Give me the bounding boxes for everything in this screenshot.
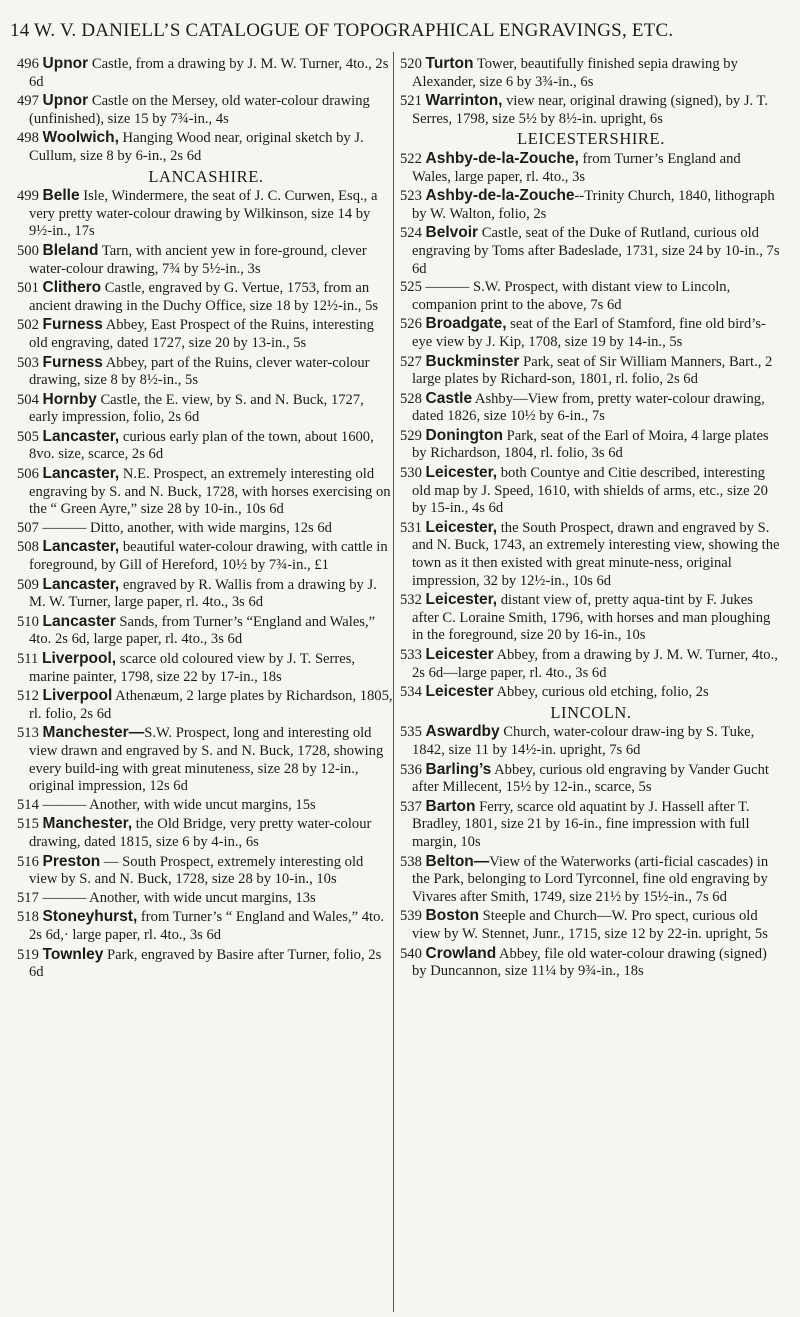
lot-number: 515 <box>17 816 39 833</box>
place-name: Leicester, <box>425 591 498 609</box>
place-name: Warrinton, <box>425 92 503 110</box>
place-name: Leicester, <box>425 518 498 536</box>
catalogue-entry <box>17 724 395 795</box>
place-name: Castle <box>425 389 473 407</box>
entry-description: Park, seat of the Earl of Moira, 4 large plates by Richardson, 1804, rl. folio, 3s 6d <box>412 427 769 462</box>
catalogue-entry <box>17 428 395 464</box>
place-name: Donington <box>425 426 504 444</box>
entry-description: from Turner’s England and Wales, large paper, rl. 4to., 3s <box>412 150 741 185</box>
lot-number: 520 <box>400 56 422 72</box>
entry-description: both Countye and Citie described, interesting old map by J. Speed, 1610, with shields of arms, etc., size 20 by 15-in., 4s 6d <box>412 465 768 517</box>
entry-description: Tower, beautifully finished sepia drawing by Alexander, size 6 by 3¾-in., 6s <box>412 56 738 90</box>
lot-number: 528 <box>400 390 422 407</box>
lot-number: 534 <box>400 684 422 701</box>
entry-description: engraved by R. Wallis from a drawing by J. M. W. Turner, large paper, rl. 4to., 3s 6d <box>29 576 377 611</box>
place-name: Manchester— <box>42 724 145 742</box>
lot-number: 518 <box>17 909 39 926</box>
lot-number: 509 <box>17 576 39 593</box>
lot-number: 524 <box>400 225 422 242</box>
catalogue-entry <box>400 761 782 797</box>
entry-description: the South Prospect, drawn and engraved by S. and N. Buck, 1743, an extremely interesting view, showing the town as it then existed with great minute-ness, original impression, 32 by 12½-in., 10s 6d <box>412 519 780 589</box>
place-name: Belle <box>42 187 80 205</box>
place-name: Belvoir <box>425 224 479 242</box>
catalogue-entry <box>400 150 782 186</box>
place-name: Lancaster, <box>42 575 120 593</box>
entry-description: S.W. Prospect, long and interesting old view drawn and engraved by S. and N. Buck, 1728, showing every build-ing with great minuteness, size 28 by 12-in., original impression, 12s 6d <box>29 725 384 795</box>
catalogue-entry <box>400 279 782 314</box>
lot-number: 531 <box>400 519 422 536</box>
place-name: Clithero <box>42 279 102 297</box>
lot-number: 503 <box>17 354 39 371</box>
lot-number: 536 <box>400 761 422 778</box>
place-name: Leicester <box>425 683 494 701</box>
place-name: Manchester, <box>42 815 133 833</box>
catalogue-entry <box>17 853 395 889</box>
entry-description: ——— Ditto, another, with wide margins, 12s 6d <box>42 519 332 536</box>
page-header: 14 W. V. DANIELL’S CATALOGUE OF TOPOGRAPHICAL ENGRAVINGS, ETC. <box>10 20 674 41</box>
catalogue-entry <box>400 353 782 389</box>
catalogue-entry <box>400 315 782 351</box>
lot-number: 497 <box>17 93 39 110</box>
lot-number: 535 <box>400 724 422 741</box>
catalogue-entry <box>17 613 395 649</box>
lot-number: 525 <box>400 279 422 296</box>
section-heading: LEICESTERSHIRE. <box>517 129 665 149</box>
place-name: Liverpool, <box>42 650 117 667</box>
lot-number: 519 <box>17 946 39 963</box>
place-name: Furness <box>42 353 103 371</box>
place-name: Barton <box>425 797 476 815</box>
catalogue-entry <box>17 890 395 908</box>
right-column <box>400 55 782 982</box>
catalogue-entry <box>17 576 395 612</box>
lot-number: 496 <box>17 56 39 72</box>
entry-description: the Old Bridge, very pretty water-colour drawing, dated 1815, size 6 by 4-in., 6s <box>29 816 372 850</box>
place-name: Leicester, <box>425 464 498 482</box>
catalogue-entry <box>400 945 782 981</box>
entry-description: Ashby—View from, pretty water-colour drawing, dated 1826, size 10½ by 6-in., 7s <box>412 390 765 425</box>
entry-description: Church, water-colour draw-ing by S. Tuke, 1842, size 11 by 14½-in. upright, 7s 6d <box>412 724 755 758</box>
lot-number: 508 <box>17 539 39 556</box>
entry-description: Sands, from Turner’s “England and Wales,” 4to. 2s 6d, large paper, rl. 4to., 3s 6d <box>29 613 376 648</box>
catalogue-entry <box>400 853 782 907</box>
place-name: Lancaster, <box>42 465 120 483</box>
place-name: Hornby <box>42 390 97 408</box>
entry-description: ——— Another, with wide uncut margins, 13s <box>42 889 316 906</box>
catalogue-entry <box>400 723 782 759</box>
catalogue-entry <box>17 242 395 278</box>
place-name: Buckminster <box>425 352 520 370</box>
entry-description: seat of the Earl of Stamford, fine old bird’s-eye view by J. Kip, 1708, size 19 by 14-in., 5s <box>412 316 766 350</box>
lot-number: 517 <box>17 889 39 906</box>
catalogue-entry <box>400 224 782 278</box>
place-name: Ashby-de-la-Zouche, <box>425 149 579 167</box>
lot-number: 506 <box>17 466 39 483</box>
left-column <box>17 55 395 983</box>
lot-number: 513 <box>17 725 39 742</box>
entry-description: ——— S.W. Prospect, with distant view to Lincoln, companion print to the above, 7s 6d <box>412 279 731 313</box>
catalogue-entry <box>400 92 782 128</box>
entry-description: N.E. Prospect, an extremely interesting old engraving by S. and N. Buck, 1728, with horses exercising on the “ Green Ayre,” size 28 by 10-in., 10s 6d <box>29 466 391 518</box>
place-name: Upnor <box>42 55 89 72</box>
catalogue-entry <box>400 907 782 943</box>
catalogue-entry <box>400 683 782 702</box>
section-heading: LINCOLN. <box>550 702 632 722</box>
place-name: Aswardby <box>425 723 500 741</box>
entry-description: from Turner’s “ England and Wales,” 4to. 2s 6d,· large paper, rl. 4to., 3s 6d <box>29 909 385 943</box>
entry-description: Castle, the E. view, by S. and N. Buck, 1727, early impression, folio, 2s 6d <box>29 391 364 426</box>
lot-number: 527 <box>400 353 422 370</box>
lot-number: 498 <box>17 130 39 147</box>
lot-number: 501 <box>17 280 39 297</box>
entry-description: View of the Waterworks (arti-ficial cascades) in the Park, belonging to Lord Tyrconnel, fine old engraving by Vivares after Smith, 1749, size 21½ by 15½-in., 7s 6d <box>412 853 769 905</box>
lot-number: 522 <box>400 150 422 167</box>
entry-description: Castle, from a drawing by J. M. W. Turner, 4to., 2s 6d <box>29 56 389 90</box>
place-name: Upnor <box>42 92 89 110</box>
place-name: Liverpool <box>42 687 113 705</box>
catalogue-entry <box>400 519 782 590</box>
place-name: Townley <box>42 945 104 963</box>
catalogue-entry <box>17 465 395 519</box>
place-name: Preston <box>42 852 101 870</box>
catalogue-entry <box>17 129 395 165</box>
entry-description: Castle, seat of the Duke of Rutland, curious old engraving by Toms after Badeslade, 1731, size 24 by 10-in., 7s 6d <box>412 225 780 277</box>
catalogue-entry <box>17 908 395 944</box>
place-name: Boston <box>425 907 479 925</box>
entry-description: Castle on the Mersey, old water-colour drawing (unfinished), size 15 by 7¾-in., 4s <box>29 93 370 127</box>
entry-description: --Trinity Church, 1840, lithograph by W. Walton, folio, 2s <box>412 188 775 222</box>
catalogue-entry <box>17 538 395 574</box>
entry-description: Isle, Windermere, the seat of J. C. Curwen, Esq., a very pretty water-colour drawing by Wilkinson, size 14 by 9½-in., 17s <box>29 188 378 240</box>
catalogue-entry <box>17 354 395 390</box>
lot-number: 540 <box>400 945 422 962</box>
entry-description: scarce old coloured view by J. T. Serres, marine painter, 1798, size 22 by 17-in., 18s <box>29 651 356 685</box>
place-name: Lancaster, <box>42 427 120 445</box>
entry-description: curious early plan of the town, about 1600, 8vo. size, scarce, 2s 6d <box>29 428 374 463</box>
entry-description: ——— Another, with wide uncut margins, 15s <box>42 796 316 813</box>
lot-number: 516 <box>17 853 39 870</box>
lot-number: 521 <box>400 93 422 110</box>
catalogue-entry <box>17 650 395 686</box>
lot-number: 507 <box>17 519 39 536</box>
entry-description: Abbey, from a drawing by J. M. W. Turner, 4to., 2s 6d—large paper, rl. 4to., 3s 6d <box>412 647 778 681</box>
catalogue-entry <box>400 464 782 518</box>
entry-description: Park, seat of Sir William Manners, Bart., 2 large plates by Richard-son, 1801, rl. folio, 2s 6d <box>412 353 773 388</box>
entry-description: Abbey, curious old engraving by Vander Gucht after Millecent, 15½ by 12-in., scarce, 5s <box>412 761 769 796</box>
lot-number: 505 <box>17 428 39 445</box>
lot-number: 500 <box>17 242 39 259</box>
catalogue-entry <box>17 797 395 815</box>
place-name: Bleland <box>42 241 99 259</box>
place-name: Furness <box>42 316 103 334</box>
entry-description: Steeple and Church—W. Pro spect, curious old view by W. Stennet, Junr., 1715, size 12 by 22-in. upright, 5s <box>412 908 768 942</box>
entry-description: Abbey, part of the Ruins, clever water-colour drawing, size 8 by 8½-in., 5s <box>29 354 370 389</box>
entry-description: Abbey, East Prospect of the Ruins, interesting old engraving, dated 1727, size 20 by 13-in., 5s <box>29 317 374 351</box>
lot-number: 537 <box>400 798 422 815</box>
lot-number: 511 <box>17 651 39 667</box>
catalogue-entry <box>17 391 395 427</box>
lot-number: 530 <box>400 465 422 482</box>
entry-description: view near, original drawing (signed), by J. T. Serres, 1798, size 5½ by 8½-in. upright, 6s <box>412 93 769 127</box>
catalogue-entry <box>17 520 395 538</box>
catalogue-entry <box>400 646 782 682</box>
entry-description: Abbey, curious old etching, folio, 2s <box>493 684 709 701</box>
section-heading: LANCASHIRE. <box>148 166 264 186</box>
lot-number: 510 <box>17 613 39 630</box>
catalogue-entry <box>400 427 782 463</box>
lot-number: 512 <box>17 688 39 705</box>
place-name: Stoneyhurst, <box>42 908 138 926</box>
lot-number: 538 <box>400 853 422 870</box>
entry-description: Athenæum, 2 large plates by Richardson, 1805, rl. folio, 2s 6d <box>29 688 393 722</box>
place-name: Lancaster, <box>42 538 120 556</box>
place-name: Woolwich, <box>42 129 119 147</box>
catalogue-entry <box>400 798 782 852</box>
entry-description: beautiful water-colour drawing, with cattle in foreground, by Gill of Hereford, 10½ by 7¾-in., £1 <box>29 539 388 574</box>
entry-description: Castle, engraved by G. Vertue, 1753, from an ancient drawing in the Duchy Office, size 18 by 12½-in., 5s <box>29 280 379 314</box>
lot-number: 499 <box>17 188 39 205</box>
catalogue-entry <box>17 316 395 352</box>
lot-number: 514 <box>17 796 39 813</box>
catalogue-entry <box>17 687 395 723</box>
place-name: Belton— <box>425 852 490 870</box>
entry-description: Abbey, file old water-colour drawing (signed) by Duncannon, size 11¼ by 9¾-in., 18s <box>412 945 767 980</box>
catalogue-entry <box>400 55 782 91</box>
catalogue-entry <box>400 591 782 645</box>
place-name: Barling’s <box>425 760 492 778</box>
entry-description: distant view of, pretty aqua-tint by F. Jukes after C. Loraine Smith, 1796, with horses and man ploughing in the foreground, size 20 by 16-in., 10s <box>412 592 771 644</box>
place-name: Lancaster <box>42 612 116 630</box>
lot-number: 504 <box>17 391 39 408</box>
place-name: Crowland <box>425 944 497 962</box>
catalogue-entry <box>17 279 395 315</box>
lot-number: 526 <box>400 316 422 333</box>
lot-number: 532 <box>400 592 422 609</box>
lot-number: 529 <box>400 427 422 444</box>
catalogue-entry <box>17 815 395 851</box>
catalogue-entry <box>400 390 782 426</box>
catalogue-entry <box>17 946 395 982</box>
catalogue-entry <box>17 92 395 128</box>
lot-number: 539 <box>400 908 422 925</box>
place-name: Leicester <box>425 646 494 663</box>
place-name: Turton <box>425 55 474 72</box>
entry-description: — South Prospect, extremely interesting old view by S. and N. Buck, 1728, size 28 by 10-in., 10s <box>29 853 364 888</box>
catalogue-entry <box>400 187 782 223</box>
entry-description: Ferry, scarce old aquatint by J. Hassell after T. Bradley, 1801, size 21 by 16-in., fine impression with full margin, 10s <box>412 798 750 850</box>
entry-description: Park, engraved by Basire after Turner, folio, 2s 6d <box>29 946 382 981</box>
lot-number: 502 <box>17 317 39 334</box>
catalogue-entry <box>17 187 395 241</box>
entry-description: Tarn, with ancient yew in fore-ground, clever water-colour drawing, 7¾ by 5½-in., 3s <box>29 242 367 277</box>
lot-number: 533 <box>400 647 422 663</box>
place-name: Ashby-de-la-Zouche <box>425 187 575 205</box>
catalogue-entry <box>17 55 395 91</box>
place-name: Broadgate, <box>425 315 507 333</box>
lot-number: 523 <box>400 188 422 205</box>
entry-description: Hanging Wood near, original sketch by J. Cullum, size 8 by 6-in., 2s 6d <box>29 130 364 164</box>
